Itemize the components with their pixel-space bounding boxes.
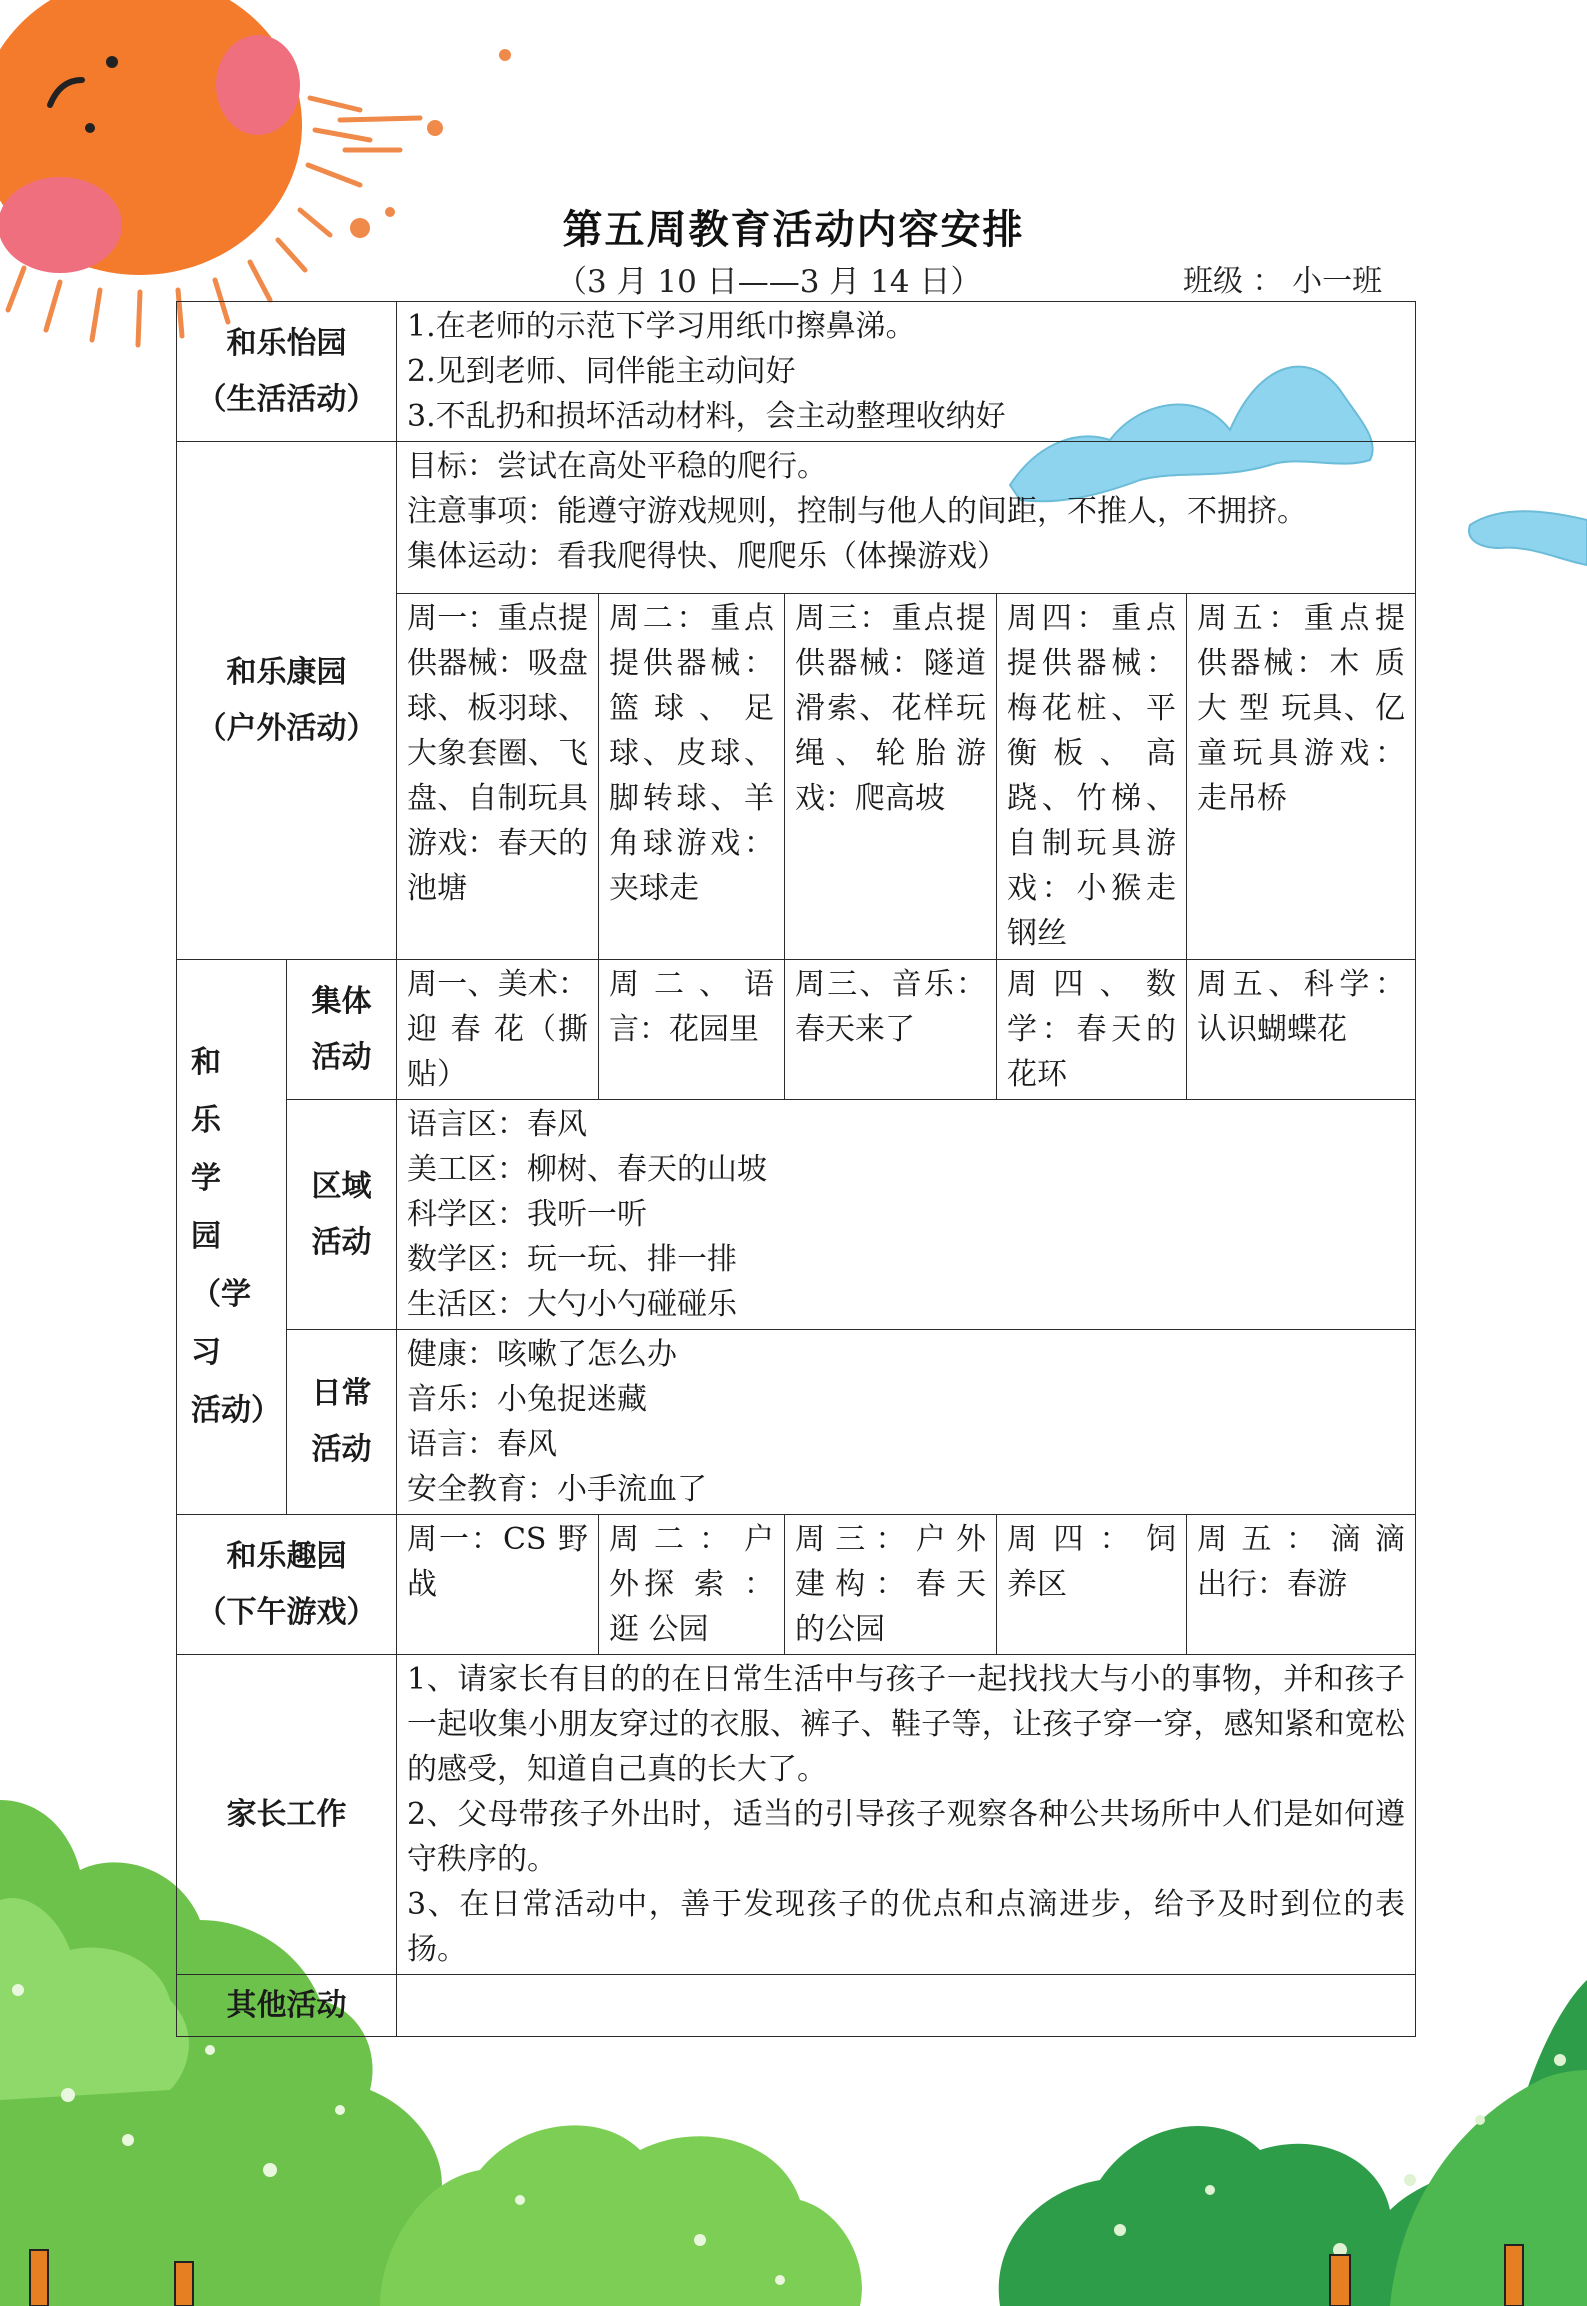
outdoor-day-fri: 周五：重点提供器械：木 质 大 型 玩具、亿童玩具游戏：走吊桥	[1187, 594, 1416, 960]
afternoon-fri: 周 五 ： 滴 滴出行：春游	[1187, 1515, 1416, 1655]
row-outdoor-summary	[177, 442, 1416, 594]
outdoor-group: 集体运动：看我爬得快、爬爬乐（体操游戏）	[407, 539, 1007, 574]
area-item: 数学区：玩一玩、排一排	[407, 1242, 737, 1277]
outdoor-goal: 目标：尝试在高处平稳的爬行。	[407, 449, 827, 484]
date-range: （3 月 10 日——3 月 14 日）	[556, 264, 982, 300]
other-header: 其他活动	[177, 1975, 397, 2037]
life-item: 1.在老师的示范下学习用纸巾擦鼻涕。	[407, 309, 916, 344]
outdoor-day-wed: 周三：重点提供器械：隧道滑索、花样玩绳、轮胎游戏：爬高坡	[785, 594, 997, 960]
afternoon-tue: 周 二 ： 户 外探 索 ： 逛 公园	[599, 1515, 785, 1655]
outdoor-header: 和乐康园 （户外活动）	[177, 442, 397, 960]
study-daily-content	[397, 1330, 1416, 1515]
area-item: 生活区：大勺小勺碰碰乐	[407, 1287, 737, 1322]
life-item: 3.不乱扔和损坏活动材料，会主动整理收纳好	[407, 399, 1006, 434]
daily-item: 安全教育：小手流血了	[407, 1472, 707, 1507]
outdoor-summary	[397, 442, 1416, 594]
life-header: 和乐怡园 （生活活动）	[177, 302, 397, 442]
life-item: 2.见到老师、同伴能主动问好	[407, 354, 796, 389]
area-item: 语言区：春风	[407, 1107, 587, 1142]
row-study-group	[177, 960, 1416, 1100]
afternoon-mon: 周一：CS 野战	[397, 1515, 599, 1655]
cloud-icon	[1469, 511, 1587, 565]
daily-item: 音乐：小兔捉迷藏	[407, 1382, 647, 1417]
row-life	[177, 302, 1416, 442]
row-study-daily	[177, 1330, 1416, 1515]
afternoon-thu: 周 四 ： 饲 养区	[997, 1515, 1187, 1655]
study-group-fri: 周五、科学：认识蝴蝶花	[1187, 960, 1416, 1100]
parents-item: 3、在日常活动中，善于发现孩子的优点和点滴进步，给予及时到位的表扬。	[407, 1887, 1406, 1967]
life-content	[397, 302, 1416, 442]
study-group-tue: 周 二 、 语言：花园里	[599, 960, 785, 1100]
study-group-wed: 周三、音乐：春天来了	[785, 960, 997, 1100]
class-label: 班级 ： 小一班	[1183, 264, 1383, 299]
bush-middle-icon	[380, 2125, 862, 2306]
row-parents	[177, 1655, 1416, 1975]
daily-item: 语言：春风	[407, 1427, 557, 1462]
page-title: 第五周教育活动内容安排	[562, 207, 1025, 253]
study-daily-label: 日常 活动	[287, 1330, 397, 1515]
area-item: 科学区：我听一听	[407, 1197, 647, 1232]
outdoor-day-thu: 周四：重点提供器械：梅花桩、平衡板、高跷、竹梯、自制玩具游戏：小猴走钢丝	[997, 594, 1187, 960]
study-header: 和 乐 学 园 （学 习 活动）	[177, 960, 287, 1515]
afternoon-wed: 周 三 ： 户 外建 构 ： 春 天的公园	[785, 1515, 997, 1655]
outdoor-notes: 注意事项：能遵守游戏规则，控制与他人的间距，不推人，不拥挤。	[407, 494, 1307, 529]
row-afternoon	[177, 1515, 1416, 1655]
schedule-table	[176, 301, 1416, 2037]
parents-header: 家长工作	[177, 1655, 397, 1975]
outdoor-day-mon: 周一：重点提供器械：吸盘球、板羽球、大象套圈、飞盘、自制玩具游戏：春天的池塘	[397, 594, 599, 960]
study-area-content	[397, 1100, 1416, 1330]
outdoor-day-tue: 周二：重点提供器械：篮 球 、 足球、皮球、脚转球、羊角球游戏：夹球走	[599, 594, 785, 960]
study-group-label: 集体 活动	[287, 960, 397, 1100]
study-group-thu: 周四、数学：春天的花环	[997, 960, 1187, 1100]
area-item: 美工区：柳树、春天的山坡	[407, 1152, 767, 1187]
study-group-mon: 周一、美术：迎 春 花（撕贴）	[397, 960, 599, 1100]
row-study-area	[177, 1100, 1416, 1330]
afternoon-header: 和乐趣园 （下午游戏）	[177, 1515, 397, 1655]
other-content	[397, 1975, 1416, 2037]
daily-item: 健康：咳嗽了怎么办	[407, 1337, 677, 1372]
study-area-label: 区域 活动	[287, 1100, 397, 1330]
parents-item: 2、父母带孩子外出时，适当的引导孩子观察各种公共场所中人们是如何遵守秩序的。	[407, 1797, 1406, 1877]
parents-item: 1、请家长有目的的在日常生活中与孩子一起找找大与小的事物，并和孩子一起收集小朋友穿过的衣服、裤子、鞋子等，让孩子穿一穿，感知紧和宽松的感受，知道自己真的长大了。	[407, 1662, 1406, 1787]
row-other	[177, 1975, 1416, 2037]
parents-content	[397, 1655, 1416, 1975]
